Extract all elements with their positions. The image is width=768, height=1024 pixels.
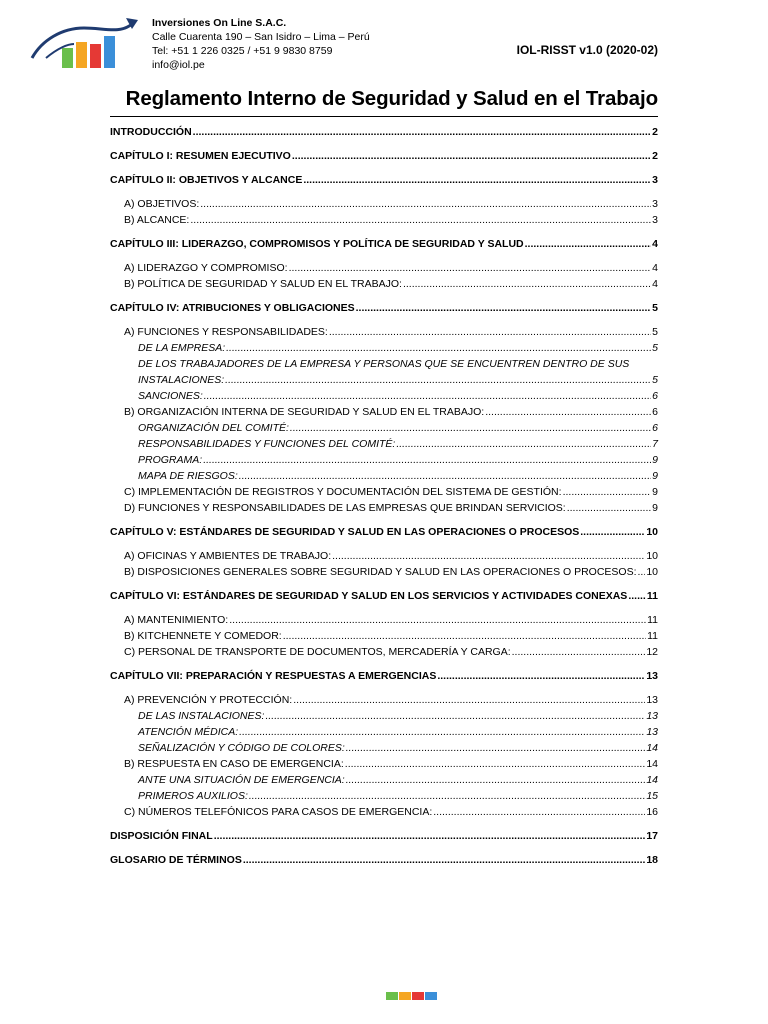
toc-dot-leader xyxy=(562,484,652,500)
toc-dot-leader xyxy=(355,300,652,316)
logo-bar-orange xyxy=(76,42,87,68)
toc-page-number: 17 xyxy=(646,830,658,842)
toc-entry[interactable] xyxy=(110,708,658,724)
toc-page-number: 14 xyxy=(646,742,658,754)
toc-page-number: 10 xyxy=(646,526,658,538)
logo-bar-red xyxy=(90,44,101,68)
toc-dot-leader xyxy=(402,276,651,292)
toc-page-number: 11 xyxy=(647,630,658,642)
toc-dot-leader xyxy=(192,124,651,140)
toc-dot-leader xyxy=(436,668,645,684)
toc-dot-leader xyxy=(432,804,645,820)
toc-entry-title: B) KITCHENNETE Y COMEDOR: xyxy=(124,630,282,642)
toc-entry-title: B) ALCANCE: xyxy=(124,214,190,226)
toc-entry-title: CAPÍTULO VI: ESTÁNDARES DE SEGURIDAD Y SALUD EN LOS SERVICIOS Y ACTIVIDADES CONEXAS xyxy=(110,590,628,602)
toc-page-number: 13 xyxy=(646,726,658,738)
toc-entry[interactable] xyxy=(110,372,658,388)
toc-entry[interactable] xyxy=(110,692,658,708)
toc-entry[interactable] xyxy=(110,436,658,452)
toc-dot-leader xyxy=(213,828,646,844)
toc-page-number: 9 xyxy=(652,454,658,466)
toc-dot-leader xyxy=(345,772,646,788)
toc-page-number: 9 xyxy=(652,502,658,514)
toc-dot-leader xyxy=(302,172,651,188)
toc-dot-leader xyxy=(189,212,651,228)
toc-dot-leader xyxy=(288,260,652,276)
toc-page-number: 5 xyxy=(652,342,658,354)
logo-bar-blue xyxy=(104,36,115,68)
logo-bar-green xyxy=(62,48,73,68)
toc-page-number: 2 xyxy=(652,126,658,138)
toc-dot-leader xyxy=(291,148,651,164)
toc-page-number: 4 xyxy=(652,262,658,274)
toc-entry[interactable] xyxy=(110,484,658,500)
toc-entry-title: INSTALACIONES: xyxy=(138,374,225,386)
toc-entry-title: ATENCIÓN MÉDICA: xyxy=(138,726,239,738)
toc-entry[interactable] xyxy=(110,196,658,212)
toc-entry[interactable] xyxy=(110,724,658,740)
toc-page-number: 11 xyxy=(646,590,658,602)
toc-entry-title: DE LOS TRABAJADORES DE LA EMPRESA Y PERSONAS QUE SE ENCUENTREN DENTRO DE SUS xyxy=(138,358,630,370)
toc-page-number: 6 xyxy=(652,406,658,418)
toc-entry[interactable] xyxy=(110,548,658,564)
toc-page-number: 5 xyxy=(652,374,658,386)
toc-entry-title: ORGANIZACIÓN DEL COMITÉ: xyxy=(138,422,289,434)
toc-entry[interactable] xyxy=(110,628,658,644)
toc-dot-leader xyxy=(484,404,651,420)
toc-dot-leader xyxy=(203,388,651,404)
toc-entry[interactable] xyxy=(110,804,658,820)
toc-entry-title: A) OFICINAS Y AMBIENTES DE TRABAJO: xyxy=(124,550,332,562)
toc-entry-title: INTRODUCCIÓN xyxy=(110,126,192,138)
toc-dot-leader xyxy=(331,548,645,564)
toc-page-number: 15 xyxy=(646,790,658,802)
company-info xyxy=(152,16,370,72)
footer-color-bar xyxy=(386,992,437,1000)
toc-page-number: 14 xyxy=(646,758,658,770)
toc-entry-title: C) IMPLEMENTACIÓN DE REGISTROS Y DOCUMENTACIÓN DEL SISTEMA DE GESTIÓN: xyxy=(124,486,562,498)
toc-entry[interactable] xyxy=(110,500,658,516)
footer-square-green xyxy=(386,992,398,1000)
toc-entry[interactable] xyxy=(110,340,658,356)
toc-entry[interactable] xyxy=(110,388,658,404)
toc-dot-leader xyxy=(328,324,651,340)
toc-dot-leader xyxy=(524,236,652,252)
toc-page-number: 11 xyxy=(647,614,658,626)
toc-entry[interactable] xyxy=(110,772,658,788)
company-name: Inversiones On Line S.A.C. xyxy=(152,17,287,29)
toc-page-number: 13 xyxy=(646,694,658,706)
toc-dot-leader xyxy=(238,468,651,484)
toc-page-number: 6 xyxy=(652,422,658,434)
company-address: Calle Cuarenta 190 – San Isidro – Lima – Perú xyxy=(152,31,370,43)
toc-entry[interactable] xyxy=(110,612,658,628)
footer-square-blue xyxy=(425,992,437,1000)
toc-page-number: 5 xyxy=(652,302,658,314)
document-title: Reglamento Interno de Seguridad y Salud en el Trabajo xyxy=(125,87,658,110)
toc-page-number: 4 xyxy=(652,238,658,250)
toc-dot-leader xyxy=(511,644,646,660)
company-logo-icon xyxy=(28,14,140,72)
toc-entry-title: CAPÍTULO VII: PREPARACIÓN Y RESPUESTAS A EMERGENCIAS xyxy=(110,670,437,682)
toc-dot-leader xyxy=(566,500,651,516)
toc-entry[interactable] xyxy=(110,788,658,804)
toc-page-number: 18 xyxy=(646,854,658,866)
toc-entry-title: SEÑALIZACIÓN Y CÓDIGO DE COLORES: xyxy=(138,742,345,754)
toc-entry[interactable] xyxy=(110,588,658,604)
toc-entry-title: C) PERSONAL DE TRANSPORTE DE DOCUMENTOS, MERCADERÍA Y CARGA: xyxy=(124,646,511,658)
toc-entry[interactable] xyxy=(110,420,658,436)
toc-entry-title: B) ORGANIZACIÓN INTERNA DE SEGURIDAD Y SALUD EN EL TRABAJO: xyxy=(124,406,485,418)
toc-page-number: 5 xyxy=(652,326,658,338)
toc-dot-leader xyxy=(202,452,651,468)
toc-entry-title: B) DISPOSICIONES GENERALES SOBRE SEGURIDAD Y SALUD EN LAS OPERACIONES O PROCESOS: xyxy=(124,566,637,578)
toc-page-number: 13 xyxy=(646,670,658,682)
toc-page-number: 4 xyxy=(652,278,658,290)
toc-entry-title: CAPÍTULO I: RESUMEN EJECUTIVO xyxy=(110,150,291,162)
toc-entry-title: CAPÍTULO III: LIDERAZGO, COMPROMISOS Y POLÍTICA DE SEGURIDAD Y SALUD xyxy=(110,238,524,250)
toc-entry-title: PROGRAMA: xyxy=(138,454,203,466)
toc-entry[interactable] xyxy=(110,124,658,140)
toc-entry[interactable] xyxy=(110,740,658,756)
toc-entry[interactable] xyxy=(110,644,658,660)
footer-square-red xyxy=(412,992,424,1000)
toc-entry-title: GLOSARIO DE TÉRMINOS xyxy=(110,854,242,866)
toc-entry[interactable] xyxy=(110,828,658,844)
toc-dot-leader xyxy=(345,740,646,756)
toc-entry-title: CAPÍTULO II: OBJETIVOS Y ALCANCE xyxy=(110,174,303,186)
toc-dot-leader xyxy=(224,372,651,388)
toc-entry-title: A) LIDERAZGO Y COMPROMISO: xyxy=(124,262,288,274)
toc-dot-leader xyxy=(292,692,645,708)
document-reference: IOL-RISST v1.0 (2020-02) xyxy=(516,43,658,57)
toc-entry[interactable] xyxy=(110,668,658,684)
toc-dot-leader xyxy=(395,436,651,452)
toc-page-number: 16 xyxy=(646,806,658,818)
toc-dot-leader xyxy=(282,628,646,644)
toc-dot-leader xyxy=(242,852,645,868)
toc-entry-title: PRIMEROS AUXILIOS: xyxy=(138,790,248,802)
toc-dot-leader xyxy=(627,588,646,604)
title-divider xyxy=(110,116,658,117)
footer-square-orange xyxy=(399,992,411,1000)
toc-entry-title: SANCIONES: xyxy=(138,390,203,402)
toc-entry-title: A) PREVENCIÓN Y PROTECCIÓN: xyxy=(124,694,293,706)
toc-entry[interactable] xyxy=(110,356,658,372)
toc-entry[interactable] xyxy=(110,404,658,420)
toc-page-number: 9 xyxy=(652,470,658,482)
toc-entry[interactable] xyxy=(110,260,658,276)
toc-entry[interactable] xyxy=(110,564,658,580)
company-phone: Tel: +51 1 226 0325 / +51 9 9830 8759 xyxy=(152,45,333,57)
toc-entry-title: DE LA EMPRESA: xyxy=(138,342,226,354)
toc-entry-title: MAPA DE RIESGOS: xyxy=(138,470,238,482)
toc-entry[interactable] xyxy=(110,324,658,340)
toc-entry-title: CAPÍTULO V: ESTÁNDARES DE SEGURIDAD Y SALUD EN LAS OPERACIONES O PROCESOS xyxy=(110,526,580,538)
toc-page-number: 6 xyxy=(652,390,658,402)
toc-dot-leader xyxy=(228,612,646,628)
toc-entry[interactable] xyxy=(110,172,658,188)
toc-dot-leader xyxy=(579,524,645,540)
toc-entry-title: D) FUNCIONES Y RESPONSABILIDADES DE LAS EMPRESAS QUE BRINDAN SERVICIOS: xyxy=(124,502,566,514)
toc-entry[interactable] xyxy=(110,468,658,484)
toc-page-number: 10 xyxy=(646,566,658,578)
toc-page-number: 13 xyxy=(646,710,658,722)
toc-entry-title: A) FUNCIONES Y RESPONSABILIDADES: xyxy=(124,326,328,338)
toc-entry-title: B) POLÍTICA DE SEGURIDAD Y SALUD EN EL TRABAJO: xyxy=(124,278,402,290)
toc-entry-title: A) MANTENIMIENTO: xyxy=(124,614,229,626)
toc-entry[interactable] xyxy=(110,212,658,228)
toc-page-number: 3 xyxy=(652,198,658,210)
toc-entry-title: DE LAS INSTALACIONES: xyxy=(138,710,265,722)
toc-entry[interactable] xyxy=(110,276,658,292)
table-of-contents xyxy=(110,124,658,868)
toc-entry-title: DISPOSICIÓN FINAL xyxy=(110,830,213,842)
toc-entry-title: CAPÍTULO IV: ATRIBUCIONES Y OBLIGACIONES xyxy=(110,302,355,314)
toc-page-number: 9 xyxy=(652,486,658,498)
toc-page-number: 10 xyxy=(646,550,658,562)
toc-page-number: 3 xyxy=(652,214,658,226)
toc-page-number: 3 xyxy=(652,174,658,186)
toc-dot-leader xyxy=(637,564,646,580)
toc-entry-title: RESPONSABILIDADES Y FUNCIONES DEL COMITÉ: xyxy=(138,438,396,450)
toc-entry-title: ANTE UNA SITUACIÓN DE EMERGENCIA: xyxy=(138,774,345,786)
toc-entry-title: A) OBJETIVOS: xyxy=(124,198,200,210)
toc-dot-leader xyxy=(264,708,645,724)
toc-dot-leader xyxy=(199,196,651,212)
toc-dot-leader xyxy=(248,788,645,804)
toc-entry[interactable] xyxy=(110,300,658,316)
toc-entry-title: C) NÚMEROS TELEFÓNICOS PARA CASOS DE EMERGENCIA: xyxy=(124,806,433,818)
toc-entry[interactable] xyxy=(110,452,658,468)
toc-entry[interactable] xyxy=(110,236,658,252)
toc-entry[interactable] xyxy=(110,148,658,164)
toc-entry[interactable] xyxy=(110,756,658,772)
toc-dot-leader xyxy=(238,724,645,740)
toc-page-number: 14 xyxy=(646,774,658,786)
toc-entry-title: B) RESPUESTA EN CASO DE EMERGENCIA: xyxy=(124,758,344,770)
toc-page-number: 12 xyxy=(646,646,658,658)
company-email[interactable]: info@iol.pe xyxy=(152,59,205,71)
toc-dot-leader xyxy=(289,420,651,436)
toc-page-number: 7 xyxy=(652,438,658,450)
toc-dot-leader xyxy=(225,340,651,356)
toc-entry[interactable] xyxy=(110,852,658,868)
toc-page-number: 2 xyxy=(652,150,658,162)
toc-dot-leader xyxy=(344,756,646,772)
toc-entry[interactable] xyxy=(110,524,658,540)
